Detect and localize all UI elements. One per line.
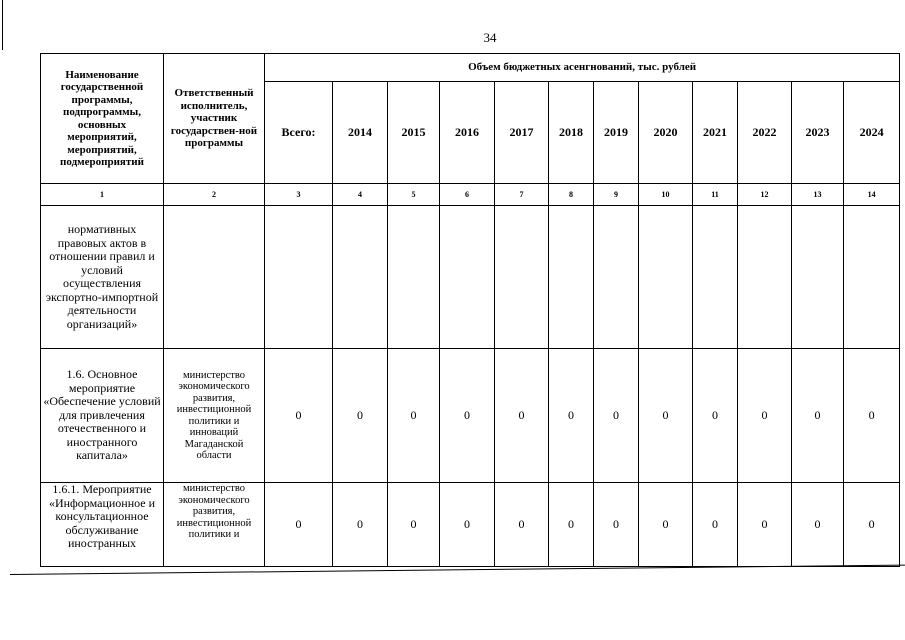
- row-total: 0: [265, 349, 333, 483]
- row-total: [265, 206, 333, 349]
- column-number: 13: [792, 184, 844, 206]
- table-row: [41, 206, 900, 349]
- header-year: 2017: [495, 82, 549, 184]
- row-responsible: [164, 206, 265, 349]
- column-number: 5: [388, 184, 440, 206]
- row-value: [495, 206, 549, 349]
- row-name: 1.6.1. Мероприятие «Информационное и консультационное обслуживание иностранных: [41, 483, 164, 567]
- row-value: 0: [639, 349, 693, 483]
- row-value: 0: [594, 483, 639, 567]
- header-budget-group: Объем бюджетных асенгнований, тыс. рублей: [265, 54, 900, 82]
- table-row: [41, 483, 900, 567]
- header-year: 2023: [792, 82, 844, 184]
- column-number: 6: [440, 184, 495, 206]
- header-total: Всего:: [265, 82, 333, 184]
- row-responsible: министерство экономического развития, инвестиционной политики и: [164, 483, 265, 567]
- row-value: 0: [693, 483, 738, 567]
- row-value: 0: [844, 349, 900, 483]
- column-number: 4: [333, 184, 388, 206]
- row-value: 0: [333, 483, 388, 567]
- row-value: 0: [693, 349, 738, 483]
- row-value: 0: [440, 483, 495, 567]
- header-name: Наименование государственной программы, подпрограммы, основных мероприятий, мероприятий, подмероприятий: [41, 54, 164, 184]
- header-year: 2018: [549, 82, 594, 184]
- column-number: 2: [164, 184, 265, 206]
- row-value: [594, 206, 639, 349]
- header-year: 2014: [333, 82, 388, 184]
- row-value: [333, 206, 388, 349]
- column-number: 12: [738, 184, 792, 206]
- column-number: 7: [495, 184, 549, 206]
- row-value: 0: [738, 349, 792, 483]
- column-number: 1: [41, 184, 164, 206]
- row-value: 0: [440, 349, 495, 483]
- row-value: [388, 206, 440, 349]
- header-year: 2022: [738, 82, 792, 184]
- row-value: 0: [333, 349, 388, 483]
- header-year: 2021: [693, 82, 738, 184]
- header-year: 2016: [440, 82, 495, 184]
- row-value: 0: [844, 483, 900, 567]
- row-value: [639, 206, 693, 349]
- header-responsible: Ответственный исполнитель, участник государствен-ной программы: [164, 54, 265, 184]
- scan-margin-mark: [2, 0, 3, 50]
- row-value: [844, 206, 900, 349]
- row-total: 0: [265, 483, 333, 567]
- header-year: 2024: [844, 82, 900, 184]
- budget-table: [40, 53, 900, 567]
- row-value: 0: [549, 483, 594, 567]
- row-value: [792, 206, 844, 349]
- row-value: 0: [495, 349, 549, 483]
- column-number: 3: [265, 184, 333, 206]
- row-value: 0: [594, 349, 639, 483]
- row-value: 0: [792, 483, 844, 567]
- column-number-row: [41, 184, 900, 206]
- row-value: [440, 206, 495, 349]
- header-year: 2019: [594, 82, 639, 184]
- column-number: 11: [693, 184, 738, 206]
- row-name: нормативных правовых актов в отношении правил и условий осуществления экспортно-импортной деятельности организаций»: [41, 206, 164, 349]
- column-number: 10: [639, 184, 693, 206]
- header-year: 2015: [388, 82, 440, 184]
- row-value: 0: [738, 483, 792, 567]
- page-number: 34: [483, 30, 497, 45]
- row-value: 0: [388, 483, 440, 567]
- table-row: [41, 349, 900, 483]
- row-value: 0: [495, 483, 549, 567]
- row-value: [549, 206, 594, 349]
- row-value: 0: [388, 349, 440, 483]
- row-value: [738, 206, 792, 349]
- column-number: 14: [844, 184, 900, 206]
- row-value: 0: [639, 483, 693, 567]
- column-number: 8: [549, 184, 594, 206]
- row-value: 0: [792, 349, 844, 483]
- row-responsible: министерство экономического развития, инвестиционной политики и инноваций Магаданской области: [164, 349, 265, 483]
- header-year: 2020: [639, 82, 693, 184]
- row-value: 0: [549, 349, 594, 483]
- row-name: 1.6. Основное мероприятие «Обеспечение условий для привлечения отечественного и иностранного капитала»: [41, 349, 164, 483]
- row-value: [693, 206, 738, 349]
- column-number: 9: [594, 184, 639, 206]
